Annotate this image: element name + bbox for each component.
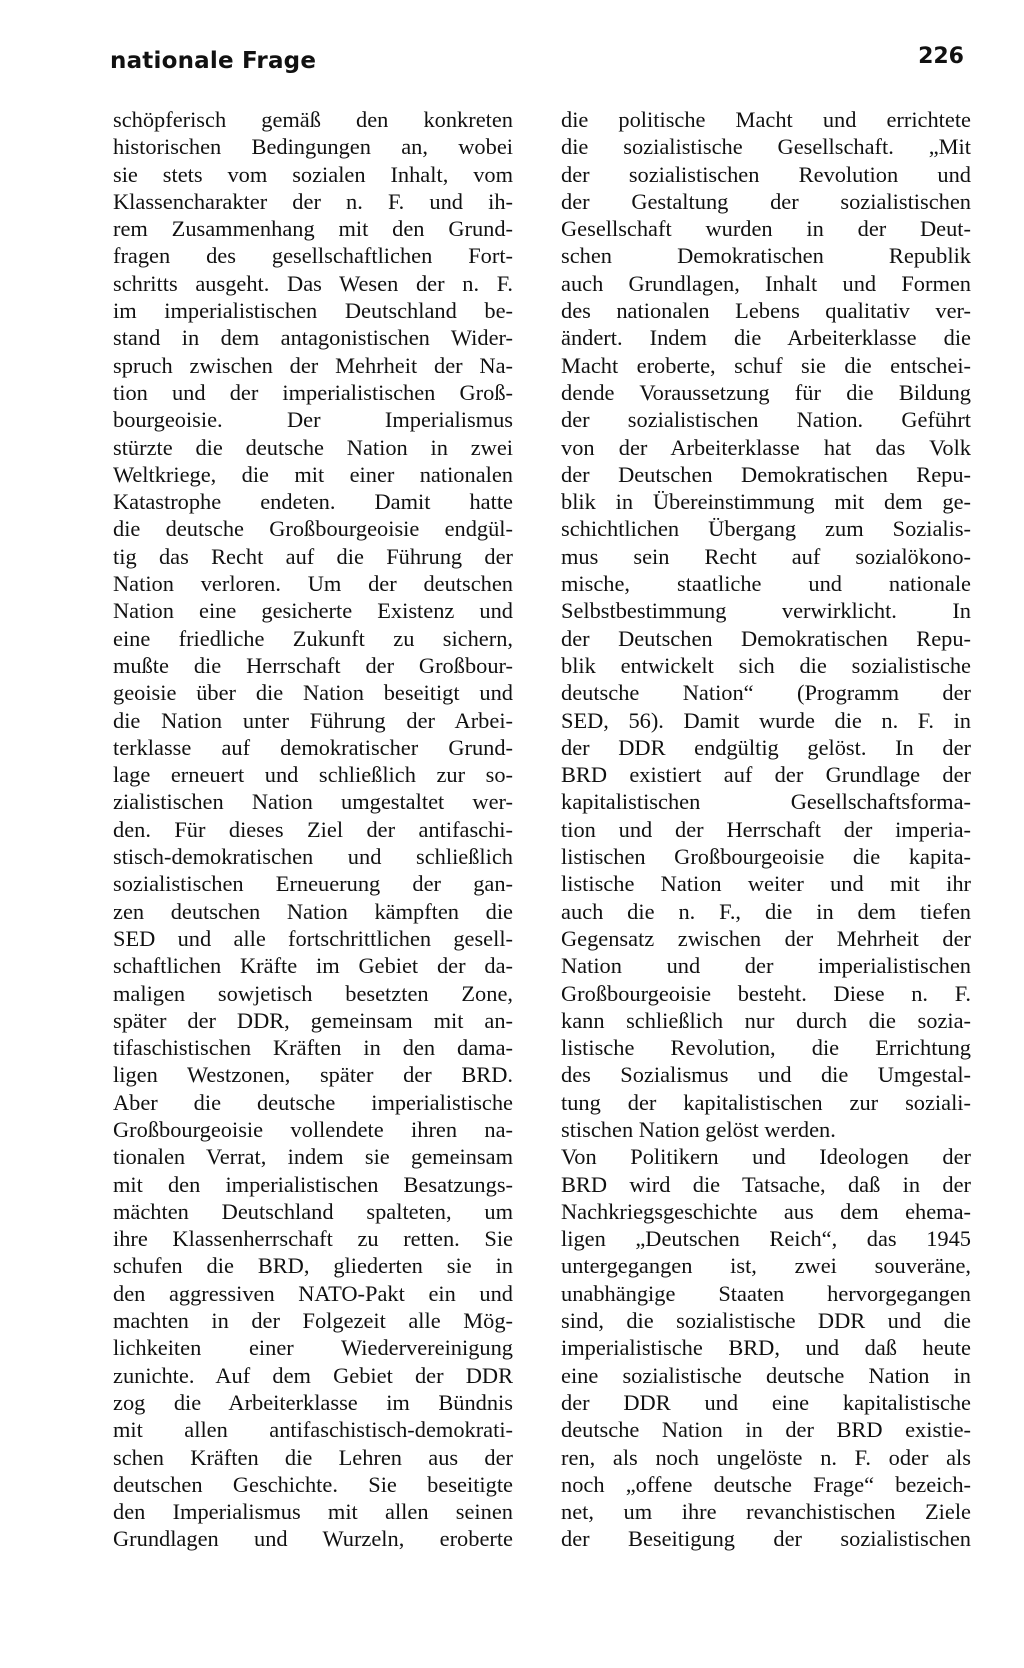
text-line: der sozialistischen Nation. Geführt [561,407,971,433]
text-line: deutschen Geschichte. Sie beseitigte [113,1471,513,1497]
text-line: blik entwickelt sich die sozialistische [561,652,971,678]
text-line: rem Zusammenhang mit den Grund- [113,216,513,242]
text-line: der DDR und eine kapitalistische [561,1389,971,1415]
text-line: Gegensatz zwischen der Mehrheit der [561,925,971,951]
text-line: lage erneuert und schließlich zur so- [113,762,513,788]
text-line: eine friedliche Zukunft zu sichern, [113,625,513,651]
text-line: spruch zwischen der Mehrheit der Na- [113,352,513,378]
text-line: die sozialistische Gesellschaft. „Mit [561,134,971,160]
text-line: die politische Macht und errichtete [561,107,971,132]
text-line: machten in der Folgezeit alle Mög- [113,1308,513,1334]
text-line: tion und der Herrschaft der imperia- [561,816,971,842]
text-line: sind, die sozialistische DDR und die [561,1308,971,1334]
text-line: mit allen antifaschistisch-demokrati- [113,1417,513,1443]
text-line: der sozialistischen Revolution und [561,161,971,187]
text-line: mus sein Recht auf sozialökono- [561,543,971,569]
text-line: eine sozialistische deutsche Nation in [561,1362,971,1388]
text-line: historischen Bedingungen an, wobei [113,134,513,160]
text-line: fragen des gesellschaftlichen Fort- [113,243,513,269]
text-line: unabhängige Staaten hervorgegangen [561,1280,971,1306]
text-line: Nachkriegsgeschichte aus dem ehema- [561,1198,971,1224]
text-line: Katastrophe endeten. Damit hatte [113,489,513,515]
text-line: terklasse auf demokratischer Grund- [113,734,513,760]
text-line: später der DDR, gemeinsam mit an- [113,1007,513,1033]
text-line: den. Für dieses Ziel der antifaschi- [113,816,513,842]
text-line: Macht eroberte, schuf sie die entschei- [561,352,971,378]
text-line: SED, 56). Damit wurde die n. F. in [561,707,971,733]
text-line: blik in Übereinstimmung mit dem ge- [561,489,971,515]
text-line: mächten Deutschland spalteten, um [113,1198,513,1224]
text-line: untergegangen ist, zwei souveräne, [561,1253,971,1279]
text-line: Nation verloren. Um der deutschen [113,571,513,597]
left-text-column [113,106,513,1553]
text-line: des Sozialismus und die Umgestal- [561,1062,971,1088]
text-line: schaftlichen Kräfte im Gebiet der da- [113,953,513,979]
text-line: tung der kapitalistischen zur soziali- [561,1089,971,1115]
text-line: Nation und der imperialistischen [561,953,971,979]
text-line: tig das Recht auf die Führung der [113,543,513,569]
text-line: auch Grundlagen, Inhalt und Formen [561,270,971,296]
text-line: ren, als noch ungelöste n. F. oder als [561,1444,971,1470]
text-line: dende Voraussetzung für die Bildung [561,379,971,405]
text-line: der Deutschen Demokratischen Repu- [561,625,971,651]
text-line: Weltkriege, die mit einer nationalen [113,461,513,487]
text-line: listische Nation weiter und mit ihr [561,871,971,897]
text-line: auch die n. F., die in dem tiefen [561,898,971,924]
text-line: mit den imperialistischen Besatzungs- [113,1171,513,1197]
text-line: net, um ihre revanchistischen Ziele [561,1499,971,1525]
text-line: SED und alle fortschrittlichen gesell- [113,925,513,951]
text-line: schöpferisch gemäß den konkreten [113,107,513,132]
text-line: listische Revolution, die Errichtung [561,1035,971,1061]
text-line: tionalen Verrat, indem sie gemeinsam [113,1144,513,1170]
text-line: ihre Klassenherrschaft zu retten. Sie [113,1226,513,1252]
text-line: Selbstbestimmung verwirklicht. In [561,598,971,624]
text-line: der Gestaltung der sozialistischen [561,188,971,214]
text-line: maligen sowjetisch besetzten Zone, [113,980,513,1006]
text-line: kann schließlich nur durch die sozia- [561,1007,971,1033]
text-line: tifaschistischen Kräften in den dama- [113,1035,513,1061]
text-line: ligen „Deutschen Reich“, das 1945 [561,1226,971,1252]
text-line: BRD wird die Tatsache, daß in der [561,1171,971,1197]
text-line: schritts ausgeht. Das Wesen der n. F. [113,270,513,296]
text-line: Grundlagen und Wurzeln, eroberte [113,1526,513,1552]
text-line: Klassencharakter der n. F. und ih- [113,188,513,214]
text-line: schen Kräften die Lehren aus der [113,1444,513,1470]
text-line: sozialistischen Erneuerung der gan- [113,871,513,897]
text-line: mußte die Herrschaft der Großbour- [113,652,513,678]
text-line: ändert. Indem die Arbeiterklasse die [561,325,971,351]
text-line: Gesellschaft wurden in der Deut- [561,216,971,242]
text-line: schen Demokratischen Republik [561,243,971,269]
text-line: sie stets vom sozialen Inhalt, vom [113,161,513,187]
text-line: der Deutschen Demokratischen Repu- [561,461,971,487]
text-line: lichkeiten einer Wiedervereinigung [113,1335,513,1361]
text-line: bourgeoisie. Der Imperialismus [113,407,513,433]
text-line: stischen Nation gelöst werden. [561,1116,836,1142]
text-line: Aber die deutsche imperialistische [113,1089,513,1115]
text-line: zunichte. Auf dem Gebiet der DDR [113,1362,513,1388]
text-line: zog die Arbeiterklasse im Bündnis [113,1389,513,1415]
text-line: noch „offene deutsche Frage“ bezeich- [561,1471,971,1497]
text-line: geoisie über die Nation beseitigt und [113,680,513,706]
text-line: zialistischen Nation umgestaltet wer- [113,789,513,815]
text-line: mische, staatliche und nationale [561,571,971,597]
text-line: von der Arbeiterklasse hat das Volk [561,434,971,460]
text-line: ligen Westzonen, später der BRD. [113,1062,513,1088]
text-line: stisch-demokratischen und schließlich [113,844,513,870]
text-line: Großbourgeoisie vollendete ihren na- [113,1116,513,1142]
text-line: imperialistische BRD, und daß heute [561,1335,971,1361]
text-line: die Nation unter Führung der Arbei- [113,707,513,733]
text-line: deutsche Nation“ (Programm der [561,680,971,706]
text-line: der Beseitigung der sozialistischen [561,1526,971,1552]
page-number: 226 [918,44,964,69]
text-line: des nationalen Lebens qualitativ ver- [561,298,971,324]
running-head: nationale Frage [110,48,317,74]
text-line: deutsche Nation in der BRD existie- [561,1417,971,1443]
text-line: stand in dem antagonistischen Wider- [113,325,513,351]
text-line: tion und der imperialistischen Groß- [113,379,513,405]
text-line: die deutsche Großbourgeoisie endgül- [113,516,513,542]
text-line: schufen die BRD, gliederten sie in [113,1253,513,1279]
text-line: zen deutschen Nation kämpften die [113,898,513,924]
text-line: Nation eine gesicherte Existenz und [113,598,513,624]
text-line: Großbourgeoisie besteht. Diese n. F. [561,980,971,1006]
text-line: im imperialistischen Deutschland be- [113,298,513,324]
text-line: listischen Großbourgeoisie die kapita- [561,844,971,870]
text-line: BRD existiert auf der Grundlage der [561,762,971,788]
right-text-column [561,106,971,1553]
text-line: der DDR endgültig gelöst. In der [561,734,971,760]
text-line: den aggressiven NATO-Pakt ein und [113,1280,513,1306]
text-line: Von Politikern und Ideologen der [561,1144,971,1170]
text-line: kapitalistischen Gesellschaftsforma- [561,789,971,815]
text-line: schichtlichen Übergang zum Sozialis- [561,516,971,542]
text-line: den Imperialismus mit allen seinen [113,1499,513,1525]
text-line: stürzte die deutsche Nation in zwei [113,434,513,460]
